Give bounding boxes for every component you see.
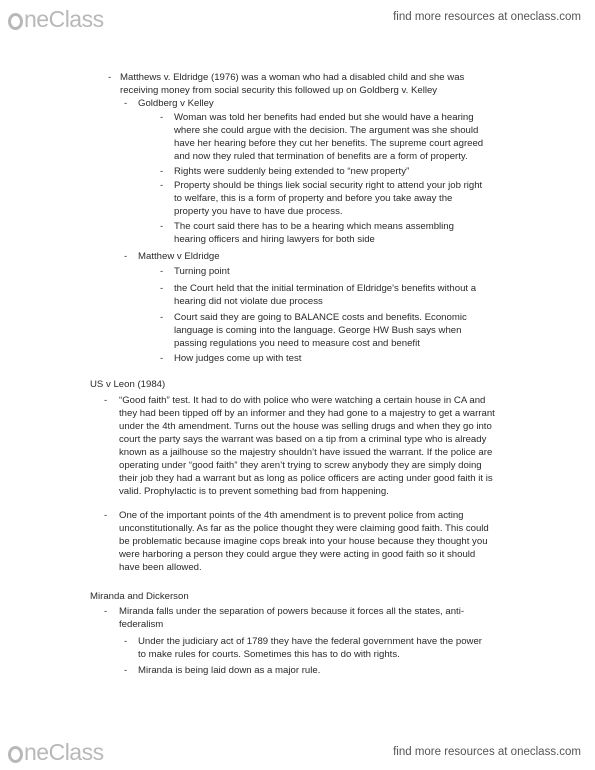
text-line: language is coming into the language. George HW Bush says when [174,325,462,336]
bullet-dash: - [160,353,164,364]
text-line: and now they ruled that termination of benefits are a form of property. [174,151,468,162]
text-line: have her hearing before they cut her benefits. The supreme court agreed [174,138,484,149]
logo-ring-icon [8,13,23,30]
text-line: Woman was told her benefits had ended but she would have a hearing [174,112,474,123]
bullet-dash: - [124,636,128,647]
text-line: hearing did not violate due process [174,296,323,307]
bullet-dash: - [160,112,164,123]
text-line: Miranda is being laid down as a major rule. [138,665,321,676]
resources-link[interactable]: find more resources at oneclass.com [393,746,581,758]
text-line: valid. Prophylactic is to prevent something bad from happening. [119,486,389,497]
text-line: “Good faith” test. It had to do with police who were watching a certain house in CA and [119,395,486,406]
text-line: receiving money from social security this followed up on Goldberg v. Kelley [120,85,438,96]
text-line: Rights were suddenly being extended to “new property” [174,166,410,177]
bullet-dash: - [108,72,112,83]
bullet-dash: - [104,395,108,406]
text-line: How judges come up with test [174,353,302,364]
text-line: were harboring a person they could argue they were acting in good faith so it should [119,549,476,560]
resources-link[interactable]: find more resources at oneclass.com [393,11,581,23]
bullet-dash: - [124,98,128,109]
bullet-dash: - [160,283,164,294]
page-header [0,0,595,40]
text-line: unconstitutionally. As far as the police thought they were claiming good faith. This could [119,523,489,534]
text-line: federalism [119,619,164,630]
text-line: One of the important points of the 4th amendment is to prevent police from acting [119,510,464,521]
bullet-dash: - [160,312,164,323]
text-line: Matthews v. Eldridge (1976) was a woman who had a disabled child and she was [120,72,465,83]
text-line: court the party says the warrant was based on a tip from a criminal type who is already [119,434,487,445]
text-line: Under the judiciary act of 1789 they have the federal government have the power [138,636,482,647]
text-line: be problematic because imagine cops break into your house because they thought you [119,536,488,547]
text-line: to make rules for courts. Sometimes this has to do with rights. [138,649,400,660]
bullet-dash: - [124,665,128,676]
bullet-dash: - [104,510,108,521]
text-line: under the 4th amendment. Turns out the house was selling drugs and when they go into [119,421,492,432]
text-line: they had been tipped off by an informer and they had gone to a majestry to get a warrant [119,408,495,419]
text-line: hearing officers and hiring lawyers for both side [174,234,375,245]
text-line: their job they had a warrant but as long as police officers are acting under good faith it is [119,473,493,484]
logo-text: neClass [24,6,104,32]
text-line: Turning point [174,266,230,277]
page-footer [0,735,595,770]
subheading: Goldberg v Kelley [138,98,214,109]
text-line: Property should be things liek social security right to attend your job right [174,180,483,191]
text-line: Court said they are going to BALANCE costs and benefits. Economic [174,312,467,323]
bullet-dash: - [124,251,128,262]
text-line: Miranda falls under the separation of powers because it forces all the states, anti- [119,606,465,617]
text-line: to welfare, this is a form of property and before you take away the [174,193,453,204]
section-heading: Miranda and Dickerson [90,591,189,602]
text-line: The court said there has to be a hearing which means assembling [174,221,454,232]
logo-text: neClass [24,739,104,765]
text-line: the Court held that the initial termination of Eldridge's benefits without a [174,283,477,294]
bullet-dash: - [104,606,108,617]
text-line: have been allowed. [119,562,202,573]
logo-ring-icon [8,746,23,763]
subheading: Matthew v Eldridge [138,251,220,262]
section-heading: US v Leon (1984) [90,379,166,390]
text-line: where she could argue with the decision. The argument was she should [174,125,479,136]
text-line: property you have to have due process. [174,206,343,217]
text-line: operating under “good faith” they aren’t trying to screw anybody they are simply doing [119,460,482,471]
text-line: known as a jailhouse so the majestry shouldn’t have issued the warrant. If the police are [119,447,493,458]
oneclass-logo[interactable] [8,6,104,33]
text-line: passing regulations you need to measure cost and benefit [174,338,420,349]
oneclass-logo[interactable] [8,739,104,766]
bullet-dash: - [160,166,164,177]
bullet-dash: - [160,180,164,191]
bullet-dash: - [160,221,164,232]
bullet-dash: - [160,266,164,277]
